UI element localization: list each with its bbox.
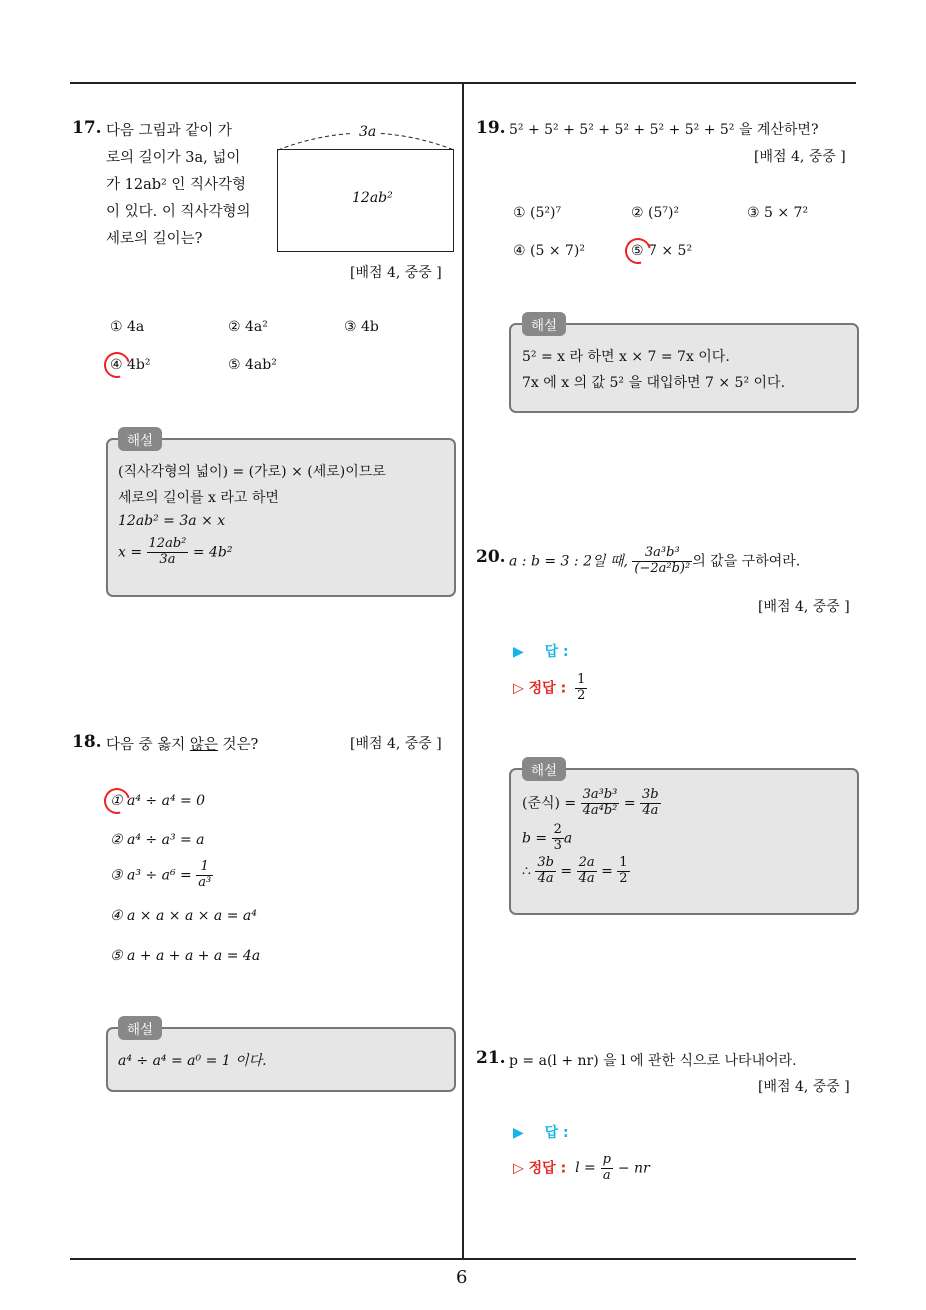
q21-correct-den: a <box>602 1167 611 1183</box>
q19-meta: [배점 4, 중중 ] <box>754 149 846 165</box>
q17-explain-tag: 해설 <box>118 427 162 451</box>
q21-correct-label: 정답 : <box>528 1160 567 1177</box>
bottom-rule <box>70 1258 856 1260</box>
q20-meta: [배점 4, 중중 ] <box>758 599 850 615</box>
play-outline-icon: ▷ <box>513 680 524 697</box>
q17-number: 17. <box>72 118 102 138</box>
q20-correct-den: 2 <box>577 687 586 703</box>
page-number: 6 <box>456 1267 468 1288</box>
q21-correct-num: p <box>602 1152 611 1167</box>
q17-meta: [배점 4, 중중 ] <box>350 265 442 281</box>
frac-num: 3b <box>642 787 659 802</box>
q17-stem-line: 세로의 길이는? <box>106 231 203 247</box>
frac-den: 2 <box>619 870 628 886</box>
q18-meta: [배점 4, 중중 ] <box>350 736 442 752</box>
q18-explain-line-1: a⁴ ÷ a⁴ = a⁰ = 1 이다. <box>118 1053 267 1069</box>
frac-num: 2 <box>553 822 562 837</box>
q19-choice-3[interactable]: ③ 5 × 7² <box>747 205 809 221</box>
frac-den: 4a <box>537 870 554 886</box>
q17-figure-inner-label: 12ab² <box>352 190 393 206</box>
q20-ex2-pre: b = <box>522 830 548 847</box>
q20-stem <box>509 546 800 577</box>
q17-explain-line-1: (직사각형의 넓이) = (가로) × (세로)이므로 <box>118 464 386 480</box>
q17-answer-mark <box>99 347 135 383</box>
frac-num: 2a <box>578 855 595 870</box>
q17-explain-result: = 4b² <box>192 544 233 561</box>
q20-stem-num: 3a³b³ <box>632 546 692 562</box>
q21-meta: [배점 4, 중중 ] <box>758 1079 850 1095</box>
q20-ex3-frac3 <box>617 856 629 887</box>
q20-stem-den: (−2a²b)² <box>634 560 691 576</box>
q17-explain-fraction <box>147 537 189 568</box>
q20-ex3-frac2 <box>577 856 597 887</box>
q17-explain-line-2: 세로의 길이를 x 라고 하면 <box>118 490 279 506</box>
q18-choice-2[interactable]: ② a⁴ ÷ a³ = a <box>110 832 205 848</box>
q21-answer-row <box>513 1122 569 1142</box>
q20-correct-row <box>513 673 587 704</box>
q21-number: 21. <box>476 1048 506 1068</box>
frac-num: 3b <box>537 855 554 870</box>
q18-choice-3-lhs: ③ a³ ÷ a⁶ = <box>110 867 192 884</box>
q20-correct-fraction <box>575 673 587 704</box>
q18-explain-tag: 해설 <box>118 1016 162 1040</box>
q17-choice-2[interactable]: ② 4a² <box>228 319 268 335</box>
q19-explain-line-2: 7x 에 x 의 값 5² 을 대입하면 7 × 5² 이다. <box>522 375 786 391</box>
play-icon: ▶ <box>513 644 524 660</box>
q18-answer-mark <box>99 783 135 819</box>
q18-stem-underlined: 않은 <box>189 737 218 753</box>
q20-number: 20. <box>476 547 506 567</box>
frac-den: 4a⁴b² <box>582 802 618 818</box>
play-outline-icon: ▷ <box>513 1160 524 1177</box>
q19-stem: 5² + 5² + 5² + 5² + 5² + 5² + 5² 을 계산하면? <box>509 122 819 138</box>
q20-ex1-pre: (준식) = <box>522 795 577 812</box>
q18-c3-den: a³ <box>198 874 212 890</box>
q18-stem <box>106 733 258 754</box>
q17-explain-line-4 <box>118 537 232 568</box>
therefore-symbol: ∴ <box>522 863 531 880</box>
q21-correct-row <box>513 1153 650 1184</box>
q17-choice-3[interactable]: ③ 4b <box>344 319 379 335</box>
q20-explain-line-1: (준식) = $\frac{\text{3a³b³}}{\text{4a⁴b²}}$ = $\frac{3b}{4a}$ <box>522 787 659 818</box>
q17-frac-num: 12ab² <box>148 536 187 551</box>
q21-stem: p = a(l + nr) 을 l 에 관한 식으로 나타내어라. <box>509 1053 797 1069</box>
q20-ex2-post: a <box>563 830 573 847</box>
q20-stem-pre: a : b = 3 : 2일 때, <box>509 553 628 570</box>
q17-choice-5[interactable]: ⑤ 4ab² <box>228 357 277 373</box>
q21-answer-label: 답 : <box>544 1125 569 1141</box>
q20-ex2-frac <box>552 823 564 854</box>
q17-stem-line: 가 12ab² 인 직사각형 <box>106 177 247 193</box>
frac-den: 4a <box>578 870 595 886</box>
q19-number: 19. <box>476 118 506 138</box>
q19-choice-4[interactable]: ④ (5 × 7)² <box>513 243 585 259</box>
q17-explain-x: x = <box>118 544 143 561</box>
q20-explain-line-3: ∴ $\frac{3b}{4a}$ = $\frac{2a}{4a}$ = $\frac{1}{2}$ <box>522 855 628 886</box>
q17-stem <box>106 118 251 253</box>
q21-correct-post: − nr <box>617 1160 650 1177</box>
q18-choice-5[interactable]: ⑤ a + a + a + a = 4a <box>110 948 261 964</box>
q19-answer-mark <box>620 233 656 269</box>
q17-frac-den: 3a <box>159 551 176 567</box>
q20-explain-line-2 <box>522 823 572 854</box>
q19-explain-tag: 해설 <box>522 312 566 336</box>
q17-explain-line-3: 12ab² = 3a × x <box>118 513 226 529</box>
q20-ex1-frac2 <box>640 788 661 819</box>
q17-stem-line: 다음 그림과 같이 가 <box>106 123 232 139</box>
q17-stem-line: 이 있다. 이 직사각형의 <box>106 204 251 220</box>
frac-num: 3a³b³ <box>582 787 618 802</box>
q18-choice-4[interactable]: ④ a × a × a × a = a⁴ <box>110 908 257 924</box>
q18-number: 18. <box>72 732 102 752</box>
q20-correct-label: 정답 : <box>528 680 567 697</box>
frac-den: 3 <box>553 837 562 853</box>
frac-num: 1 <box>619 855 628 870</box>
q20-ex3-frac1 <box>535 856 556 887</box>
q21-correct-fraction <box>601 1153 613 1184</box>
q21-correct-pre: l = <box>575 1160 596 1177</box>
q20-stem-post: 의 값을 구하여라. <box>692 553 801 570</box>
q18-stem-pre: 다음 중 옳지 <box>106 737 190 753</box>
q20-stem-fraction <box>632 546 692 577</box>
q18-choice-1[interactable]: ① a⁴ ÷ a⁴ = 0 <box>110 793 206 809</box>
column-divider <box>462 83 464 1258</box>
q17-choice-4[interactable]: ④ 4b² <box>110 357 151 373</box>
q20-answer-label: 답 : <box>544 644 569 660</box>
q18-c3-num: 1 <box>196 860 213 876</box>
q19-choice-5[interactable]: ⑤ 7 × 5² <box>631 243 693 259</box>
q20-ex1-frac1 <box>581 788 620 819</box>
q19-choice-1[interactable]: ① (5²)⁷ <box>513 205 562 221</box>
play-icon: ▶ <box>513 1125 524 1141</box>
q18-choice-3[interactable] <box>110 860 213 891</box>
frac-den: 4a <box>642 802 659 818</box>
q18-stem-post: 것은? <box>217 737 259 753</box>
q19-explain-line-1: 5² = x 라 하면 x × 7 = 7x 이다. <box>522 349 730 365</box>
q18-choice-3-fraction <box>196 860 213 891</box>
q19-choice-2[interactable]: ② (5⁷)² <box>631 205 680 221</box>
q20-correct-num: 1 <box>577 672 586 687</box>
q20-answer-row <box>513 641 569 661</box>
q20-explain-tag: 해설 <box>522 757 566 781</box>
q17-stem-line: 로의 길이가 3a, 넓이 <box>106 150 241 166</box>
q17-choice-1[interactable]: ① 4a <box>110 319 145 335</box>
q19-explain-box <box>509 323 859 413</box>
q17-figure-top-label: 3a <box>359 124 377 140</box>
